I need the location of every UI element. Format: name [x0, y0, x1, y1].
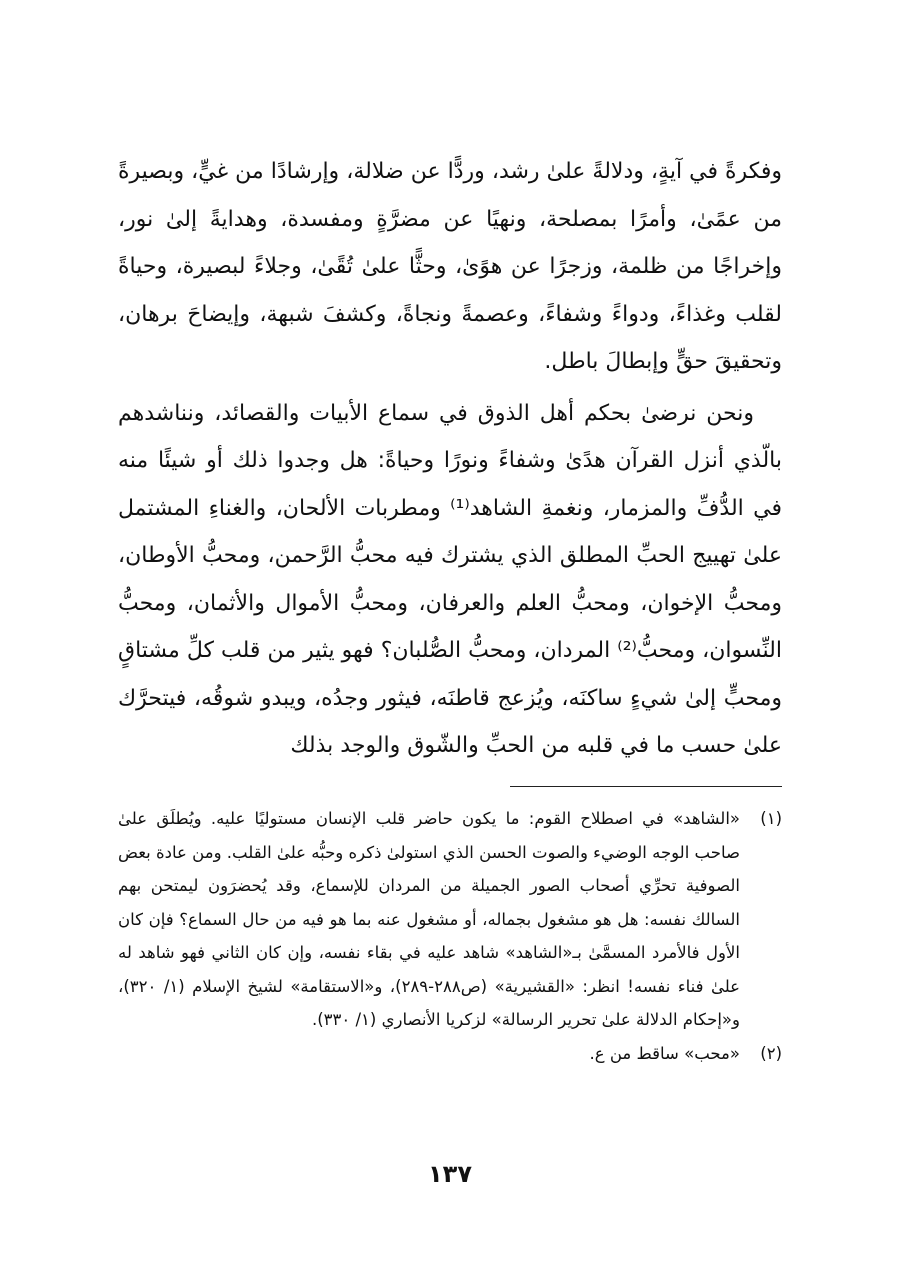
page-number: ١٣٧	[428, 1160, 472, 1188]
footnote-number: (١)	[760, 809, 782, 828]
footnote-number: (٢)	[760, 1043, 782, 1063]
paragraph-2: ونحن نرضىٰ بحكم أهل الذوق في سماع الأبيات والقصائد، ونناشدهم بالّذي أنزل القرآن هدًىٰ وشفاءً ونورًا وحياةً: هل وجدوا ذلك أو شيئًا منه في الدُّفِّ والمزمار، ونغمةِ الشاهد⁽¹⁾ ومطربات الألحان، والغناءِ المشتمل علىٰ تهييج الحبِّ المطلق الذي يشترك فيه محبُّ الرَّحمن، ومحبُّ الأوطان، ومحبُّ الإخوان، ومحبُّ العلم والعرفان، ومحبُّ الأموال والأثمان، ومحبُّ النِّسوان، ومحبُّ⁽²⁾ المردان، ومحبُّ الصُّلبان؟ فهو يثير من قلب كلِّ مشتاقٍ ومحبٍّ إلىٰ شيءٍ ساكنَه، ويُزعج قاطنَه، فيثور وجدُه، ويبدو شوقُه، فيتحرَّك علىٰ حسب ما في قلبه من الحبِّ والشّوق والوجد بذلك	[118, 400, 783, 758]
footnote-divider	[510, 786, 782, 787]
footnote-text: «محب» ساقط من ع.	[589, 1043, 740, 1063]
footnotes	[118, 802, 782, 1070]
footnote-2	[118, 1037, 782, 1071]
footnote-text: «الشاهد» في اصطلاح القوم: ما يكون حاضر قلب الإنسان مستوليًا عليه. ويُطلَق علىٰ صاحب الوجه الوضيء والصوت الحسن الذي استولىٰ ذكره وحبُّه علىٰ القلب. ومن عادة بعض الصوفية تحرِّي أصحاب الصور الجميلة من المردان للإسماع، وقد يُحضرَون ليمتحن بهم السالك نفسه: هل هو مشغول بجماله، أو مشغول عنه بما هو فيه من حال السماع؟ فإن كان الأول فالأمرد المسمَّىٰ بـ«الشاهد» شاهد عليه في بقاء نفسه، وإن كان الثاني فهو شاهد له علىٰ فناء نفسه! انظر: «القشيرية» (ص٢٨٨-٢٨٩)، و«الاستقامة» لشيخ الإسلام (١/ ٣٢٠)، و«إحكام الدلالة علىٰ تحرير الرسالة» لزكريا الأنصاري (١/ ٣٣٠).	[118, 809, 741, 1029]
main-text-block	[118, 148, 782, 770]
footnote-1	[118, 802, 782, 1037]
paragraph-1: وفكرةً في آيةٍ، ودلالةً علىٰ رشد، وردًّا عن ضلالة، وإرشادًا من غيٍّ، وبصيرةً من عمًىٰ، وأمرًا بمصلحة، ونهيًا عن مضرَّةٍ ومفسدة، وهدايةً إلىٰ نور، وإخراجًا من ظلمة، وزجرًا عن هوًىٰ، وحثًّا علىٰ تُقًىٰ، وجلاءً لبصيرة، وحياةً لقلب وغذاءً، ودواءً وشفاءً، وعصمةً ونجاةً، وكشفَ شبهة، وإيضاحَ برهان، وتحقيقَ حقٍّ وإبطالَ باطل.	[118, 159, 782, 374]
